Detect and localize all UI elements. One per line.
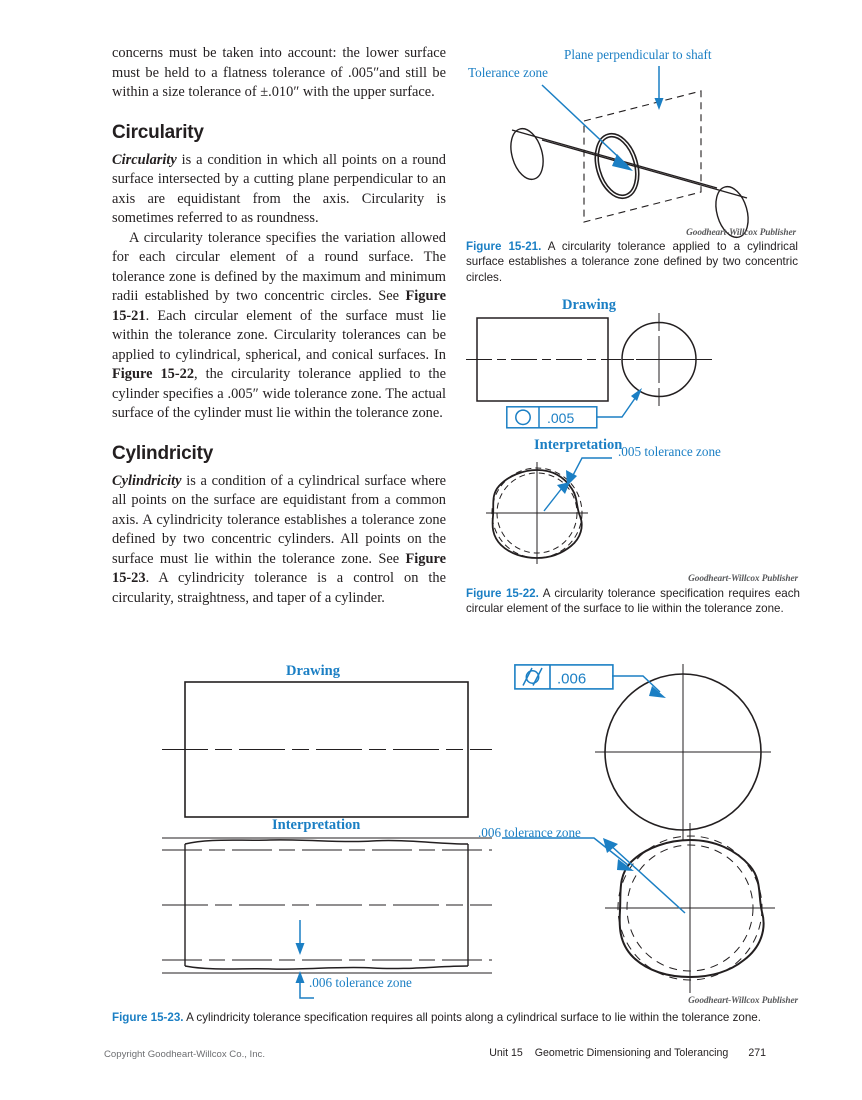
circularity-p2-part-a: A circularity tolerance specifies the variation allowed for each circular element of a round surface. The tolerance zone is defined by the maximum and minimum radii established by two concentric circles. See [112,229,446,304]
figure-15-22-credit: Goodheart-Willcox Publisher [688,574,798,584]
label-interpretation-15-22: Interpretation [534,437,623,453]
footer-unit-label: Unit 15 [489,1047,523,1059]
circularity-drawing-and-interpretation [466,298,800,588]
figure-15-21-caption-text: A circularity tolerance applied to a cylindrical surface establishes a tolerance zone defined by two concentric circles. [466,240,798,284]
callout-tolerance-zone-right-15-23: .006 tolerance zone [478,825,581,840]
figure-15-22-number: Figure 15-22. [466,587,539,600]
footer-page-number: 271 [748,1047,766,1059]
term-circularity: Circularity [112,151,177,168]
circularity-symbol [516,410,530,424]
fcf-tolerance-value-15-22: .005 [547,410,575,426]
footer-copyright: Copyright Goodheart-Willcox Co., Inc. [104,1049,266,1060]
figure-15-21-illustration [466,44,796,234]
callout-tolerance-zone-bottom-15-23: .006 tolerance zone [309,975,412,990]
actual-surface-bottom-15-23 [185,966,468,969]
cylinder-body [505,125,753,241]
actual-surface-top-15-23 [185,840,468,844]
cylindricity-symbol [523,668,542,686]
figure-ref-15-23: Figure 15-23 [112,550,446,586]
figure-ref-15-21: Figure 15-21 [112,288,446,324]
label-interpretation-15-23: Interpretation [272,817,361,833]
figure-15-23-illustration [100,660,810,1010]
label-drawing-15-22: Drawing [562,297,616,313]
body-text-column [112,44,446,608]
term-cylindricity: Cylindricity [112,472,182,489]
feature-control-frame-15-22[interactable] [506,406,598,429]
figure-15-23-number: Figure 15-23. [112,1011,184,1024]
circularity-paragraph-1 [112,151,446,229]
tolerance-zone-leader-right-15-23 [502,838,685,913]
figure-15-21-number: Figure 15-21. [466,240,542,253]
figure-15-22-caption [466,586,800,617]
tolerance-zone-leader-line [542,85,633,171]
feature-control-frame-15-23[interactable] [514,664,614,690]
cylindricity-p1-part-b: . A cylindricity tolerance is a control on the circularity, straightness, and taper of a cylinder. [112,570,446,606]
fcf-leader-line-15-22 [597,388,642,417]
intro-paragraph: concerns must be taken into account: the lower surface must be held to a flatness tolerance of .005″and still be within a size tolerance of ±.010″ with the upper surface. [112,45,446,100]
section-heading-circularity: Circularity [112,121,204,143]
circularity-paragraph-1-text: is a condition in which all points on a round surface intersected by a cutting plane perpendicular to an axis are equidistant from the axis. Circularity is sometimes referred to as roundness. [112,151,446,226]
figure-15-21-caption [466,239,798,285]
fcf-tolerance-value-15-23: .006 [557,670,587,688]
circularity-paragraph-2 [112,229,446,424]
figure-ref-15-22: Figure 15-22 [112,366,195,382]
figure-15-22-caption-text: A circularity tolerance specification requires each circular element of the surface to lie within the tolerance zone. [466,587,800,616]
callout-tolerance-zone-15-22: .005 tolerance zone [618,444,721,459]
tolerance-zone-leader-15-22 [544,458,612,511]
figure-15-21-credit: Goodheart-Willcox Publisher [686,228,796,238]
section-heading-cylindricity: Cylindricity [112,442,214,464]
callout-plane-perpendicular: Plane perpendicular to shaft [564,47,712,62]
label-drawing-15-23: Drawing [286,663,340,679]
footer-running-head [489,1047,766,1059]
figure-15-23-caption [112,1010,800,1025]
figure-15-23-credit: Goodheart-Willcox Publisher [688,996,798,1006]
cylindricity-drawing-and-interpretation [100,660,810,1010]
callout-tolerance-zone: Tolerance zone [468,65,548,80]
cylindricity-paragraph-1 [112,472,446,609]
circularity-p2-part-c: , the circularity tolerance applied to the cylinder specifies a .005″ wide tolerance zone. The actual surface of the cylinder must lie within the tolerance zone. [112,366,446,421]
plane-leader-line [655,66,664,110]
footer-unit-title: Geometric Dimensioning and Tolerancing [534,1047,729,1059]
cylindricity-p1-part-a: is a condition of a cylindrical surface where all points on the surface are equidistant from a common axis. A cylindricity tolerance establishes a tolerance zone defined by two concentric cylinders. All points on the surface must lie within the tolerance zone. See [112,472,446,567]
figure-15-22-illustration [466,298,800,588]
figure-15-23-caption-text: A cylindricity tolerance specification requires all points along a cylindrical surface to lie within the tolerance zone. [183,1011,761,1024]
circularity-p2-part-b: . Each circular element of the surface must lie within the tolerance zone. Circularity tolerances can be applied to cylindrical, spherical, and conical surfaces. In [112,307,446,363]
fcf-graphic-15-22 [506,406,598,429]
fcf-graphic-15-23 [514,664,614,690]
